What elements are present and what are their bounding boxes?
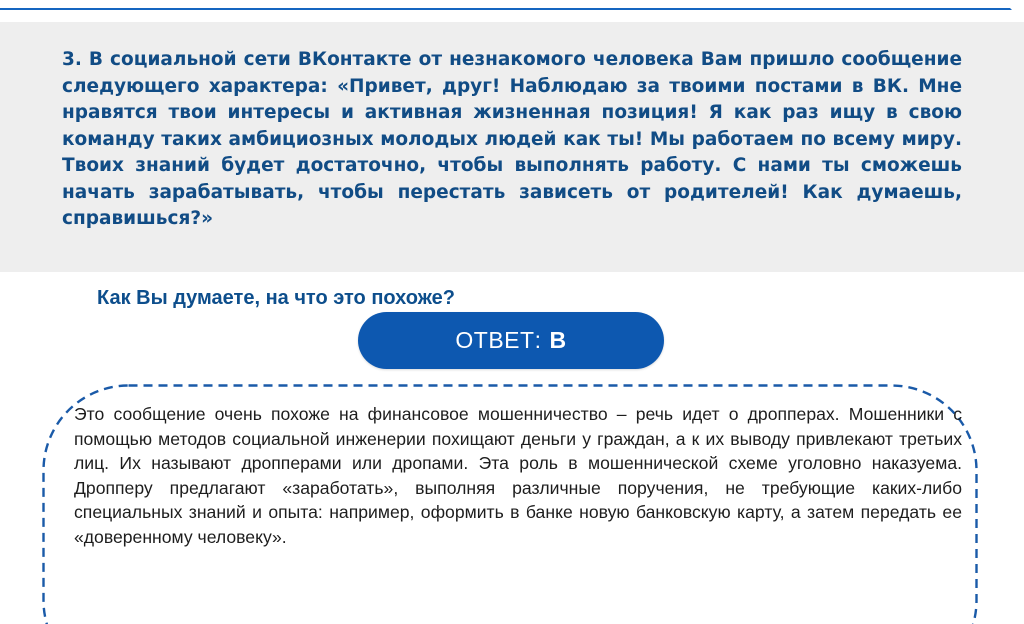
question-text: 3. В социальной сети ВКонтакте от незнакомого человека Вам пришло сообщение следующего характера: «Привет, друг! Наблюдаю за твоими постами в ВК. Мне нравятся твои интересы и активная жизненная позиция! Я как раз ищу в свою команду таких амбициозных молодых людей как ты! Мы работаем по всему миру. Твоих знаний будет достаточно, чтобы выполнять работу. С нами ты сможешь начать зарабатывать, чтобы перестать зависеть от родителей! Как думаешь, справишься?» [62, 47, 962, 233]
answer-badge [358, 312, 664, 369]
explanation-text: Это сообщение очень похоже на финансовое мошенничество – речь идет о дропперах. Мошенники с помощью методов социальной инженерии похищают деньги у граждан, а к их выводу привлекают третьих лиц. Их называют дропперами или дропами. Эта роль в мошеннической схеме уголовно наказуема. Дропперу предлагают «заработать», выполняя различные поручения, не требующие каких-либо специальных знаний и опыта: например, оформить в банке новую банковскую карту, а затем передать ее «доверенному человеку». [74, 402, 962, 550]
answer-label: ОТВЕТ: [455, 327, 541, 354]
corner-decoration [1002, 0, 1024, 22]
question-prompt: Как Вы думаете, на что это похоже? [97, 286, 455, 310]
answer-letter: В [549, 327, 566, 354]
top-accent-line [0, 8, 1024, 10]
